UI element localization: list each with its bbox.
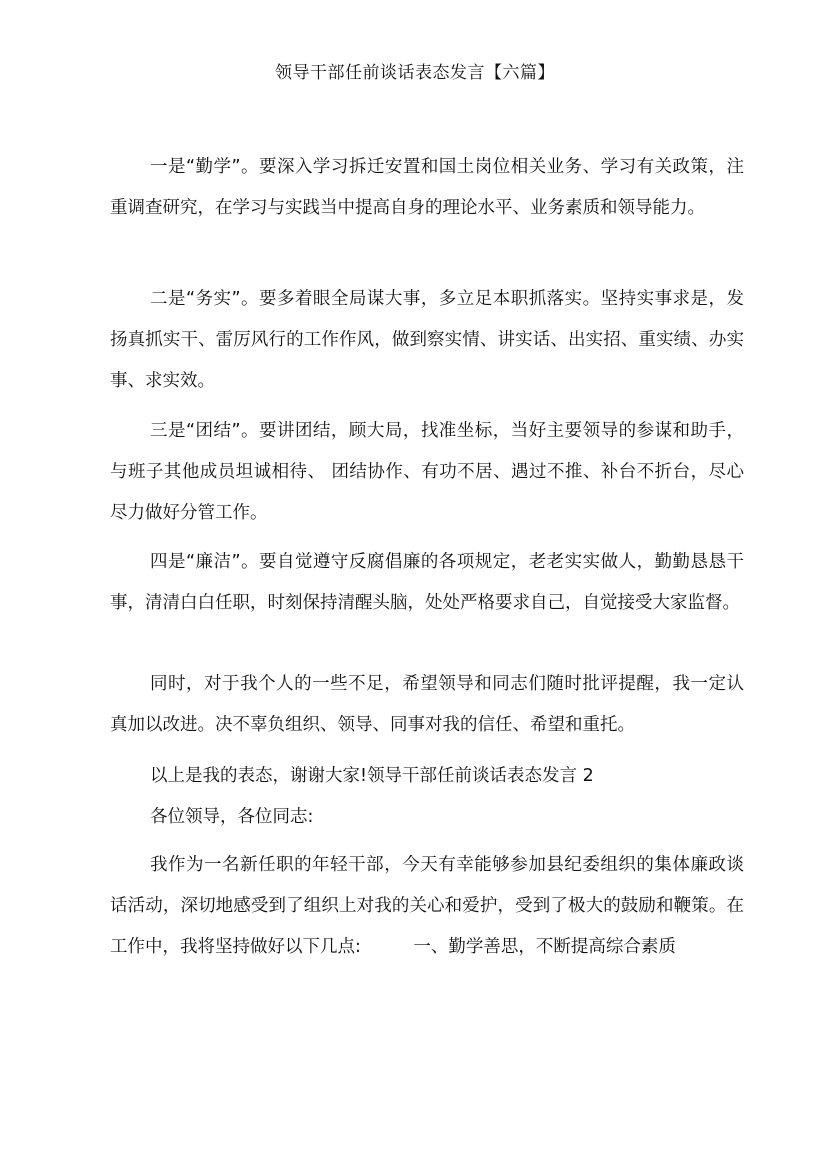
paragraph: 各位领导，各位同志: (150, 807, 314, 827)
paragraph: 二是“务实”。要多着眼全局谋大事，多立足本职抓落实。坚持实事求是，发扬真抓实干、雷厉风行的工作作风，做到察实情、讲实话、出实招、重实绩、办实事、求实效。 (110, 289, 744, 391)
paragraph: 以上是我的表态，谢谢大家!领导干部任前谈话表态发言 2 (150, 766, 594, 786)
paragraph: 一是“勤学”。要深入学习拆迁安置和国土岗位相关业务、学习有关政策，注重调查研究，在学习与实践当中提高自身的理论水平、业务素质和领导能力。 (110, 157, 744, 218)
paragraph: 同时，对于我个人的一些不足，希望领导和同志们随时批评提醒，我一定认真加以改进。决不辜负组织、领导、同事对我的信任、希望和重托。 (110, 674, 744, 735)
paragraph: 三是“团结”。要讲团结，顾大局，找准坐标，当好主要领导的参谋和助手，与班子其他成员坦诚相待、 团结协作、有功不居、遇过不推、补台不折台，尽心尽力做好分管工作。 (110, 421, 744, 523)
paragraph: 我作为一名新任职的年轻干部，今天有幸能够参加县纪委组织的集体廉政谈话活动，深切地感受到了组织上对我的关心和爱护，受到了极大的鼓励和鞭策。在工作中，我将坚持做好以下几点: 一、勤学善思，不断提高综合素质 (110, 855, 744, 957)
paragraph: 四是“廉洁”。要自觉遵守反腐倡廉的各项规定，老老实实做人，勤勤恳恳干事，清清白白任职，时刻保持清醒头脑，处处严格要求自己，自觉接受大家监督。 (110, 552, 744, 613)
document-title: 领导干部任前谈话表态发言【六篇】 (275, 63, 555, 83)
